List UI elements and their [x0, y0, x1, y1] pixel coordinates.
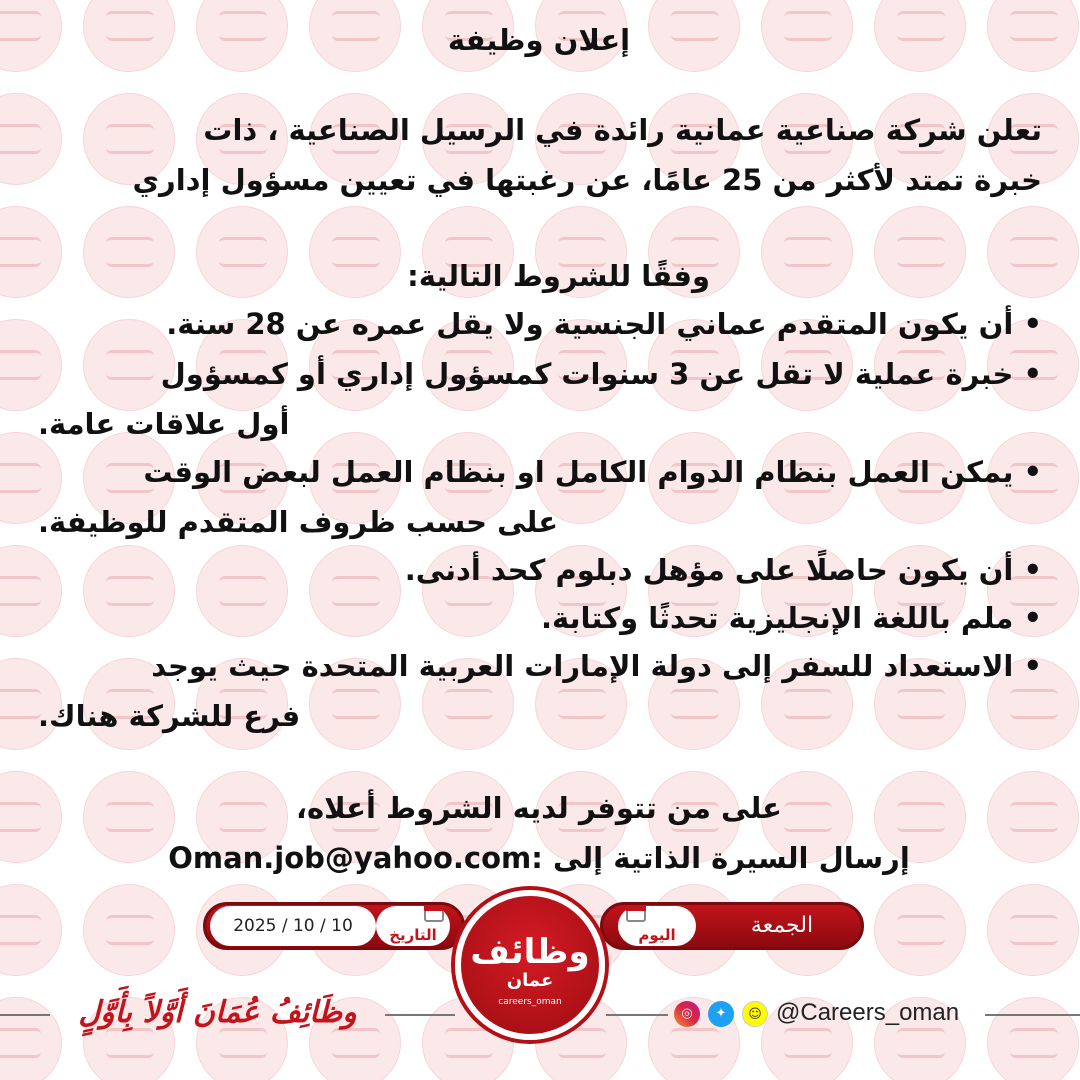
requirement-2-line-2: أول علاقات عامة. — [38, 407, 290, 441]
divider — [0, 1014, 50, 1016]
logo-main-text: وظائف — [470, 932, 590, 972]
logo-handle: careers_oman — [498, 997, 562, 1007]
requirement-3-line-2: على حسب ظروف المتقدم للوظيفة. — [38, 505, 559, 539]
divider — [606, 1014, 668, 1016]
closing-line-1: على من تتوفر لديه الشروط أعلاه، — [295, 791, 782, 825]
watermark-logo — [0, 884, 62, 976]
requirement-6-line-2: فرع للشركة هناك. — [38, 699, 301, 733]
twitter-icon[interactable]: ✦ — [708, 1001, 734, 1027]
intro-line-1: تعلن شركة صناعية عمانية رائدة في الرسيل الصناعية ، ذات — [203, 113, 1042, 147]
logo-sub-text: عمان — [506, 970, 554, 991]
brand-logo — [455, 890, 605, 1040]
brand-slogan: وظَائِفُ عُمَانَ أَوَّلاً بِأَوَّلٍ — [78, 995, 357, 1030]
ad-title: إعلان وظيفة — [447, 23, 631, 57]
conditions-heading: وفقًا للشروط التالية: — [407, 259, 710, 293]
closing-line-2-email: إرسال السيرة الذاتية إلى :Oman.job@yahoo.com — [168, 841, 910, 875]
watermark-logo — [987, 206, 1079, 298]
divider — [985, 1014, 1080, 1016]
watermark-logo — [874, 884, 966, 976]
instagram-icon[interactable]: ◎ — [674, 1001, 700, 1027]
date-label: التاريخ — [389, 926, 437, 944]
requirement-3-line-1: • يمكن العمل بنظام الدوام الكامل او بنظام العمل لبعض الوقت — [143, 455, 1042, 489]
watermark-logo — [987, 884, 1079, 976]
divider — [385, 1014, 455, 1016]
date-value: 2025 / 10 / 10 — [233, 916, 353, 936]
day-value: الجمعة — [750, 913, 814, 938]
intro-line-2: خبرة تمتد لأكثر من 25 عامًا، عن رغبتها في تعيين مسؤول إداري — [132, 163, 1042, 197]
requirement-6-line-1: • الاستعداد للسفر إلى دولة الإمارات العربية المتحدة حيث يوجد — [151, 649, 1042, 683]
watermark-logo — [83, 884, 175, 976]
watermark-logo — [874, 206, 966, 298]
watermark-logo — [0, 997, 62, 1080]
social-handle[interactable]: @Careers_oman — [776, 999, 960, 1026]
snapchat-icon[interactable]: ☺ — [742, 1001, 768, 1027]
requirement-2-line-1: • خبرة عملية لا تقل عن 3 سنوات كمسؤول إداري أو كمسؤول — [160, 357, 1042, 391]
requirement-1: • أن يكون المتقدم عماني الجنسية ولا يقل عمره عن 28 سنة. — [166, 307, 1042, 341]
requirement-5: • ملم باللغة الإنجليزية تحدثًا وكتابة. — [541, 601, 1042, 635]
day-label: اليوم — [638, 926, 676, 944]
watermark-logo — [761, 206, 853, 298]
watermark-logo — [987, 997, 1079, 1080]
requirement-4: • أن يكون حاصلًا على مؤهل دبلوم كحد أدنى. — [404, 553, 1042, 587]
